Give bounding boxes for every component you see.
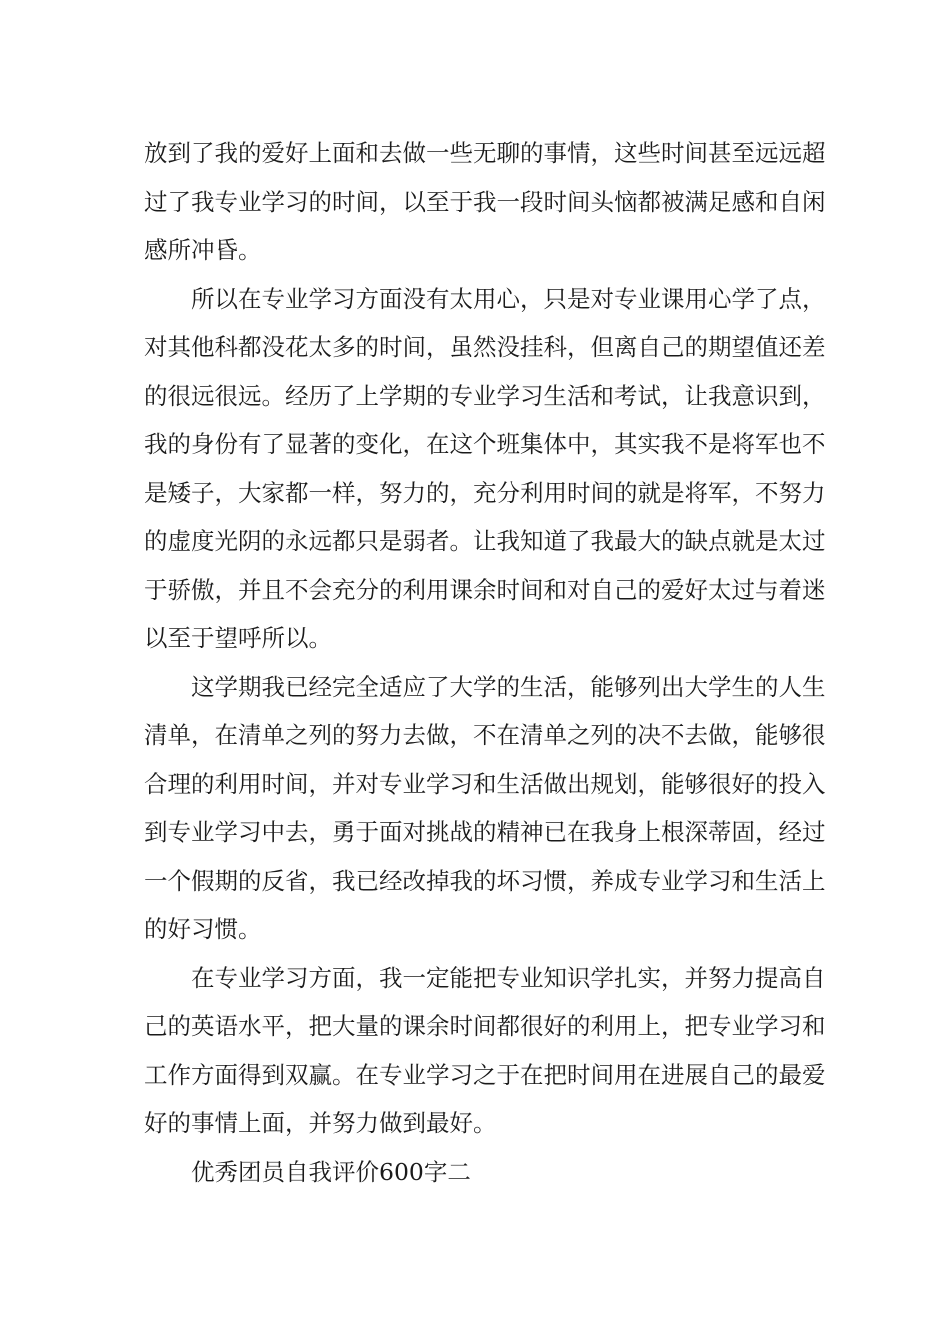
paragraph-1-line-1: 放到了我的爱好上面和去做一些无聊的事情，这些时间甚至远远超 (144, 139, 826, 167)
paragraph-2-line-5: 是矮子，大家都一样，努力的，充分利用时间的就是将军，不努力 (144, 478, 826, 507)
paragraph-2-line-7: 于骄傲，并且不会充分的利用课余时间和对自己的爱好太过与着迷 (144, 575, 826, 604)
paragraph-2-line-8: 以至于望呼所以。 (144, 624, 332, 652)
paragraph-1-line-3: 感所冲昏。 (144, 236, 262, 264)
paragraph-2-line-4: 我的身份有了显著的变化，在这个班集体中，其实我不是将军也不 (144, 430, 826, 458)
paragraph-3 (144, 663, 826, 954)
paragraph-3-line-5: 一个假期的反省，我已经改掉我的坏习惯，养成专业学习和生活上 (144, 866, 826, 895)
paragraph-4 (144, 954, 826, 1148)
paragraph-4-line-4: 好的事情上面，并努力做到最好。 (144, 1109, 497, 1137)
paragraph-4-line-2: 己的英语水平，把大量的课余时间都很好的利用上，把专业学习和 (144, 1012, 826, 1040)
paragraph-1-line-2: 过了我专业学习的时间，以至于我一段时间头恼都被满足感和自闲 (144, 187, 826, 216)
paragraph-3-line-4: 到专业学习中去，勇于面对挑战的精神已在我身上根深蒂固，经过 (144, 818, 826, 846)
paragraph-2 (144, 275, 826, 663)
section-heading: 优秀团员自我评价600字二 (191, 1157, 471, 1186)
paragraph-2-line-6: 的虚度光阴的永远都只是弱者。让我知道了我最大的缺点就是太过 (144, 527, 826, 555)
paragraph-3-line-1: 这学期我已经完全适应了大学的生活，能够列出大学生的人生 (191, 672, 826, 701)
document-body (144, 129, 826, 1196)
paragraph-3-line-3: 合理的利用时间，并对专业学习和生活做出规划，能够很好的投入 (144, 769, 826, 798)
paragraph-4-line-1: 在专业学习方面，我一定能把专业知识学扎实，并努力提高自 (191, 963, 826, 992)
paragraph-2-line-3: 的很远很远。经历了上学期的专业学习生活和考试，让我意识到， (144, 381, 826, 410)
paragraph-1 (144, 129, 826, 275)
paragraph-3-line-6: 的好习惯。 (144, 915, 262, 943)
paragraph-2-line-2: 对其他科都没花太多的时间，虽然没挂科，但离自己的期望值还差 (144, 333, 826, 361)
paragraph-3-line-2: 清单，在清单之列的努力去做，不在清单之列的决不去做，能够很 (144, 721, 826, 749)
paragraph-4-line-3: 工作方面得到双赢。在专业学习之于在把时间用在进展自己的最爱 (144, 1060, 826, 1089)
paragraph-2-line-1: 所以在专业学习方面没有太用心，只是对专业课用心学了点， (191, 284, 826, 313)
